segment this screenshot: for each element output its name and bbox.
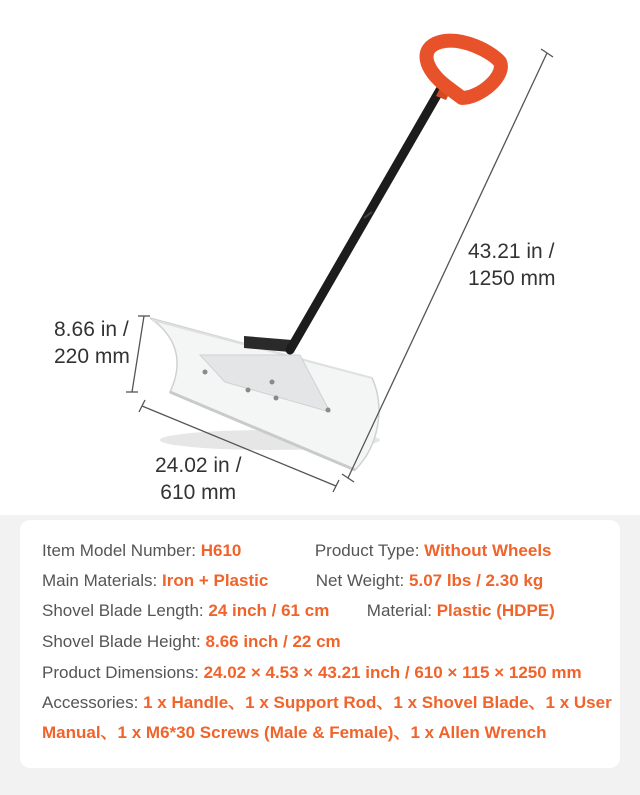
- spec-row-blade-height: [42, 632, 341, 652]
- screw: [274, 396, 279, 401]
- screw: [203, 370, 208, 375]
- material-value: Plastic (HDPE): [436, 601, 555, 620]
- main-materials-label: Main Materials:: [42, 571, 158, 590]
- accessories-value-line2: Manual、1 x M6*30 Screws (Male & Female)、1 x Allen Wrench: [42, 723, 547, 742]
- product-type-value: Without Wheels: [424, 541, 552, 560]
- dimension-tick: [333, 480, 339, 492]
- spec-row-materials-weight: [42, 571, 543, 591]
- product-dimensions-value: 24.02 × 4.53 × 43.21 inch / 610 × 115 × 1250 mm: [203, 663, 582, 682]
- product-dimensions-label: Product Dimensions:: [42, 663, 199, 682]
- accessories-value-line1: 1 x Handle、1 x Support Rod、1 x Shovel Blade、1 x User: [143, 693, 612, 712]
- spec-row-accessories: [42, 693, 612, 713]
- blade-height-label: [54, 316, 130, 370]
- net-weight-label: Net Weight:: [315, 571, 405, 590]
- shovel-shaft: [290, 90, 440, 350]
- main-materials-value: Iron + Plastic: [162, 571, 269, 590]
- dimension-tick: [139, 400, 145, 412]
- item-model-label: Item Model Number:: [42, 541, 196, 560]
- item-model-value: H610: [200, 541, 242, 560]
- blade-width-label: [155, 452, 241, 506]
- screw: [326, 408, 331, 413]
- accessories-label: Accessories:: [42, 693, 139, 712]
- blade-width-mm: 610 mm: [160, 481, 237, 504]
- blade-height-spec-value: 8.66 inch / 22 cm: [205, 632, 341, 651]
- spec-row-length-material: [42, 601, 555, 621]
- screw: [270, 380, 275, 385]
- blade-length-value: 24 inch / 61 cm: [208, 601, 330, 620]
- blade-width-inch: 24.02 in /: [155, 454, 242, 477]
- material-label: Material:: [366, 601, 432, 620]
- spec-row-model-type: [42, 541, 552, 561]
- spec-row-accessories-cont: [42, 723, 547, 743]
- blade-height-inch: 8.66 in /: [54, 318, 129, 341]
- dimension-tick: [541, 49, 553, 57]
- specifications-card: [20, 520, 620, 768]
- total-height-label: [468, 238, 556, 292]
- blade-height-dimension-line: [132, 316, 144, 392]
- screw: [246, 388, 251, 393]
- total-height-mm: 1250 mm: [468, 267, 556, 290]
- product-type-label: Product Type:: [314, 541, 420, 560]
- blade-length-label: Shovel Blade Length:: [42, 601, 204, 620]
- total-height-inch: 43.21 in /: [468, 240, 555, 263]
- blade-height-mm: 220 mm: [54, 345, 130, 368]
- dimension-tick: [342, 474, 354, 482]
- blade-height-spec-label: Shovel Blade Height:: [42, 632, 201, 651]
- spec-row-dimensions: [42, 663, 582, 683]
- net-weight-value: 5.07 lbs / 2.30 kg: [409, 571, 544, 590]
